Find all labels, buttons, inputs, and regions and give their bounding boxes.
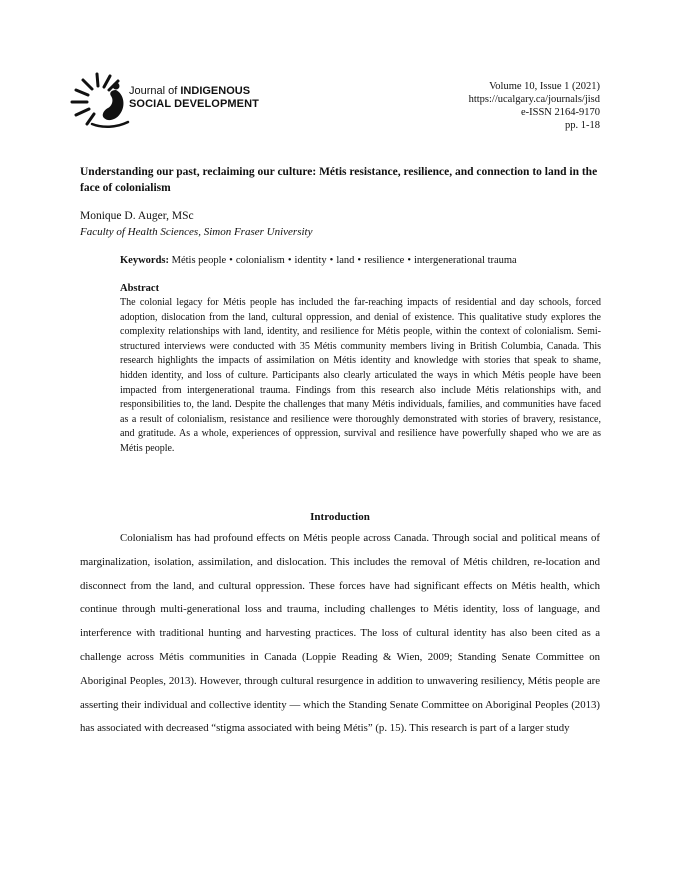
bullet-icon: • xyxy=(357,255,362,266)
keyword: identity xyxy=(294,255,327,266)
bullet-icon: • xyxy=(229,255,233,266)
page-range: pp. 1-18 xyxy=(565,120,600,131)
bullet-icon: • xyxy=(329,255,334,266)
journal-name-line2: SOCIAL DEVELOPMENT xyxy=(129,98,259,110)
issue-meta xyxy=(469,80,600,132)
journal-name-bold: INDIGENOUS xyxy=(180,85,251,97)
keywords xyxy=(120,254,610,268)
keyword: Métis people xyxy=(171,255,227,266)
journal-url[interactable]: https://ucalgary.ca/journals/jisd xyxy=(468,94,600,105)
keyword: land xyxy=(336,255,355,266)
bullet-icon: • xyxy=(407,255,411,266)
article-title: Understanding our past, reclaiming our culture: Métis resistance, resilience, and connection to land in the face of colonialism xyxy=(80,166,598,194)
author-name: Monique D. Auger, MSc xyxy=(80,210,194,222)
introduction-heading: Introduction xyxy=(310,511,370,523)
keywords-label: Keywords: xyxy=(120,255,169,266)
issn: e-ISSN 2164-9170 xyxy=(520,107,600,118)
keyword: intergenerational trauma xyxy=(414,255,517,266)
journal-name xyxy=(129,85,259,111)
volume-issue: Volume 10, Issue 1 (2021) xyxy=(489,81,600,92)
keyword: resilience xyxy=(364,255,405,266)
bullet-icon: • xyxy=(287,255,292,266)
journal-logo-icon xyxy=(68,70,132,130)
abstract-text: The colonial legacy for Métis people has included the far-reaching impacts of residential and day schools, forced adoption, dislocation from the land, cultural oppression, and denial of existence. This qualitative study explores the complexity relationships with land, identity, and resilience for Métis people, within the context of colonialism. Semi-structured interviews were conducted with 35 Métis community members living in British Columbia, Canada. This research highlights the impacts of assimilation on Métis identity and knowledge with stories that speak to shame, hidden identity, and loss of culture. Participants also clearly articulated the ways in which Métis people have been impacted from intergenerational trauma. Findings from this research also include Métis relationships with, and responsibilities to, the land. Despite the challenges that many Métis individuals, families, and communities have faced as a result of colonialism, resistance and resilience were thoroughly demonstrated with stories of bravery, resistance, and gratitude. As a whole, experiences of oppression, survival and resilience have powerfully shaped who we are as Métis people. xyxy=(120,297,601,454)
author-affiliation: Faculty of Health Sciences, Simon Fraser University xyxy=(80,226,313,238)
introduction-text: Colonialism has had profound effects on Métis people across Canada. Through social and political means of marginalization, isolation, assimilation, and dislocation. This includes the removal of Métis children, re-location and disconnect from the land, and cultural oppression. These forces have had significant effects on Métis health, which continue through multi-generational loss and trauma, including challenges to Métis identity, loss of language, and interference with traditional hunting and harvesting practices. The loss of cultural identity has also been cited as a challenge across Métis communities in Canada (Loppie Reading & Wien, 2009; Standing Senate Committee on Aboriginal Peoples, 2013). However, through cultural resurgence in addition to unwavering resiliency, Métis people are asserting their individual and collective identity — which the Standing Senate Committee on Aboriginal Peoples (2013) has associated with decreased “stigma associated with being Métis” (p. 15). This research is part of a larger study xyxy=(80,532,600,735)
keyword: colonialism xyxy=(235,255,285,266)
abstract-heading: Abstract xyxy=(120,283,160,294)
journal-name-plain: Journal of xyxy=(129,85,181,97)
